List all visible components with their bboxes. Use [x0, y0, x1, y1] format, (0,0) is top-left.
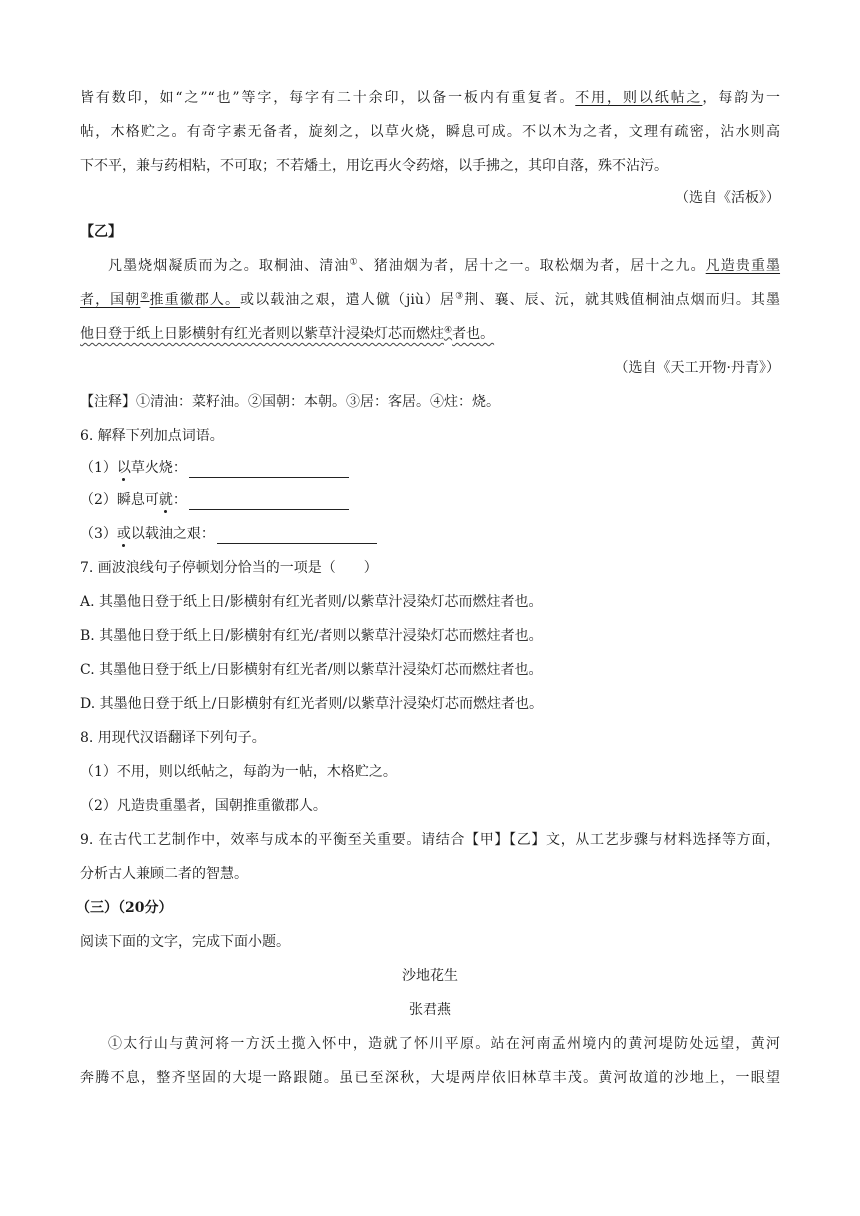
- yi-text: 或以载油之艰，遣人僦（jiù）居: [240, 292, 456, 308]
- q6-item-text: （2）瞬息可: [80, 492, 159, 508]
- q8-item-2: （2）凡造贵重墨者，国朝推重徽郡人。: [80, 798, 327, 814]
- answer-blank[interactable]: [217, 527, 377, 544]
- answer-blank[interactable]: [189, 461, 349, 478]
- jia-line-2: 帖，木格贮之。有奇字素无备者，旋刻之，以草火烧，瞬息可成。不以木为之者，文理有疏密，沾水则高: [80, 124, 780, 140]
- article-paragraph-1-line-2: 奔腾不息，整齐坚固的大堤一路跟随。虽已至深秋，大堤两岸依旧林草丰茂。黄河故道的沙地上，一眼望: [80, 1070, 780, 1086]
- q6-item-text: ：: [172, 492, 187, 508]
- q7-option-d[interactable]: D. 其墨他日登于纸上/日影横射有红光者则/以紫草汁浸染灯芯而燃炷者也。: [80, 696, 544, 712]
- notes: 【注释】①清油：菜籽油。②国朝：本朝。③居：客居。④炷：烧。: [80, 394, 500, 410]
- jia-text: 皆有数印，如“之”“也”等字，每字有二十余印，以备一板内有重复者。: [80, 90, 576, 106]
- q8-item-1: （1）不用，则以纸帖之，每韵为一帖，木格贮之。: [80, 764, 397, 780]
- q6-item-text: （3）: [80, 526, 117, 542]
- underlined-sentence: 不用，则以纸帖之: [575, 90, 703, 106]
- yi-line-3: [80, 324, 494, 344]
- jia-source: （选自《活板》）: [675, 190, 780, 206]
- q7-stem: 7. 画波浪线句子停顿划分恰当的一项是（ ）: [80, 560, 378, 576]
- answer-blank[interactable]: [189, 493, 349, 510]
- jia-line-1: [80, 88, 780, 108]
- footnote-marker: ②: [140, 291, 150, 302]
- article-title: 沙地花生: [402, 968, 458, 984]
- q8-stem: 8. 用现代汉语翻译下列句子。: [80, 730, 266, 746]
- wavy-sentence: 他日登于纸上日影横射有红光者则以紫草汁浸染灯芯而燃炷: [80, 326, 444, 342]
- q6-item-text: （1）: [80, 460, 117, 476]
- article-author: 张君燕: [409, 1002, 451, 1018]
- q7-option-a[interactable]: A. 其墨他日登于纸上日/影横射有红光者则/以紫草汁浸染灯芯而燃炷者也。: [80, 594, 543, 610]
- q6-stem: 6. 解释下列加点词语。: [80, 428, 224, 444]
- jia-line-3: 下不平，兼与药相粘，不可取；不若燔土，用讫再火令药熔，以手拂之，其印自落，殊不沾污。: [80, 158, 668, 174]
- q6-item-3: [80, 524, 377, 544]
- yi-line-1: [108, 256, 780, 276]
- q6-item-text: 以载油之艰：: [130, 526, 215, 542]
- section-instruction: 阅读下面的文字，完成下面小题。: [80, 934, 290, 950]
- underlined-sentence: 者，国朝: [80, 292, 141, 308]
- yi-line-2: [80, 290, 780, 310]
- q9-line-2: 分析古人兼顾二者的智慧。: [80, 866, 248, 882]
- q6-item-1: [80, 458, 349, 478]
- dotted-word: 或: [116, 526, 131, 542]
- footnote-marker: ④: [444, 325, 453, 336]
- yi-text: 、猪油烟为者，居十之一。取松烟为者，居十之九。: [358, 258, 706, 274]
- section-heading: （三）（20分）: [76, 900, 173, 916]
- jia-text: ，每韵为一: [702, 90, 780, 106]
- underlined-sentence: 凡造贵重墨: [705, 258, 781, 274]
- q7-option-c[interactable]: C. 其墨他日登于纸上/日影横射有红光者/则以紫草汁浸染灯芯而燃炷者也。: [80, 662, 543, 678]
- footnote-marker: ③: [455, 291, 465, 302]
- q6-item-2: [80, 490, 349, 510]
- dotted-word: 以: [116, 460, 131, 476]
- wavy-sentence: 者也。: [452, 326, 495, 342]
- article-paragraph-1-line-1: ①太行山与黄河将一方沃土揽入怀中，造就了怀川平原。站在河南孟州境内的黄河堤防处远望，黄河: [108, 1036, 780, 1052]
- q6-item-text: 草火烧：: [130, 460, 187, 476]
- yi-label: 【乙】: [80, 224, 122, 240]
- yi-text: 凡墨烧烟凝质而为之。取桐油、清油: [108, 258, 350, 274]
- dotted-word: 就: [158, 492, 173, 508]
- yi-source: （选自《天工开物·丹青》）: [614, 360, 780, 376]
- footnote-marker: ①: [349, 257, 359, 268]
- q7-option-b[interactable]: B. 其墨他日登于纸上日/影横射有红光/者则以紫草汁浸染灯芯而燃炷者也。: [80, 628, 543, 644]
- underlined-sentence: 推重徽郡人。: [149, 292, 241, 308]
- yi-text: 荆、襄、辰、沅，就其贱值桐油点烟而归。其墨: [464, 292, 781, 308]
- q9-line-1: 9. 在古代工艺制作中，效率与成本的平衡至关重要。请结合【甲】【乙】文，从工艺步骤与材料选择等方面，: [80, 832, 780, 848]
